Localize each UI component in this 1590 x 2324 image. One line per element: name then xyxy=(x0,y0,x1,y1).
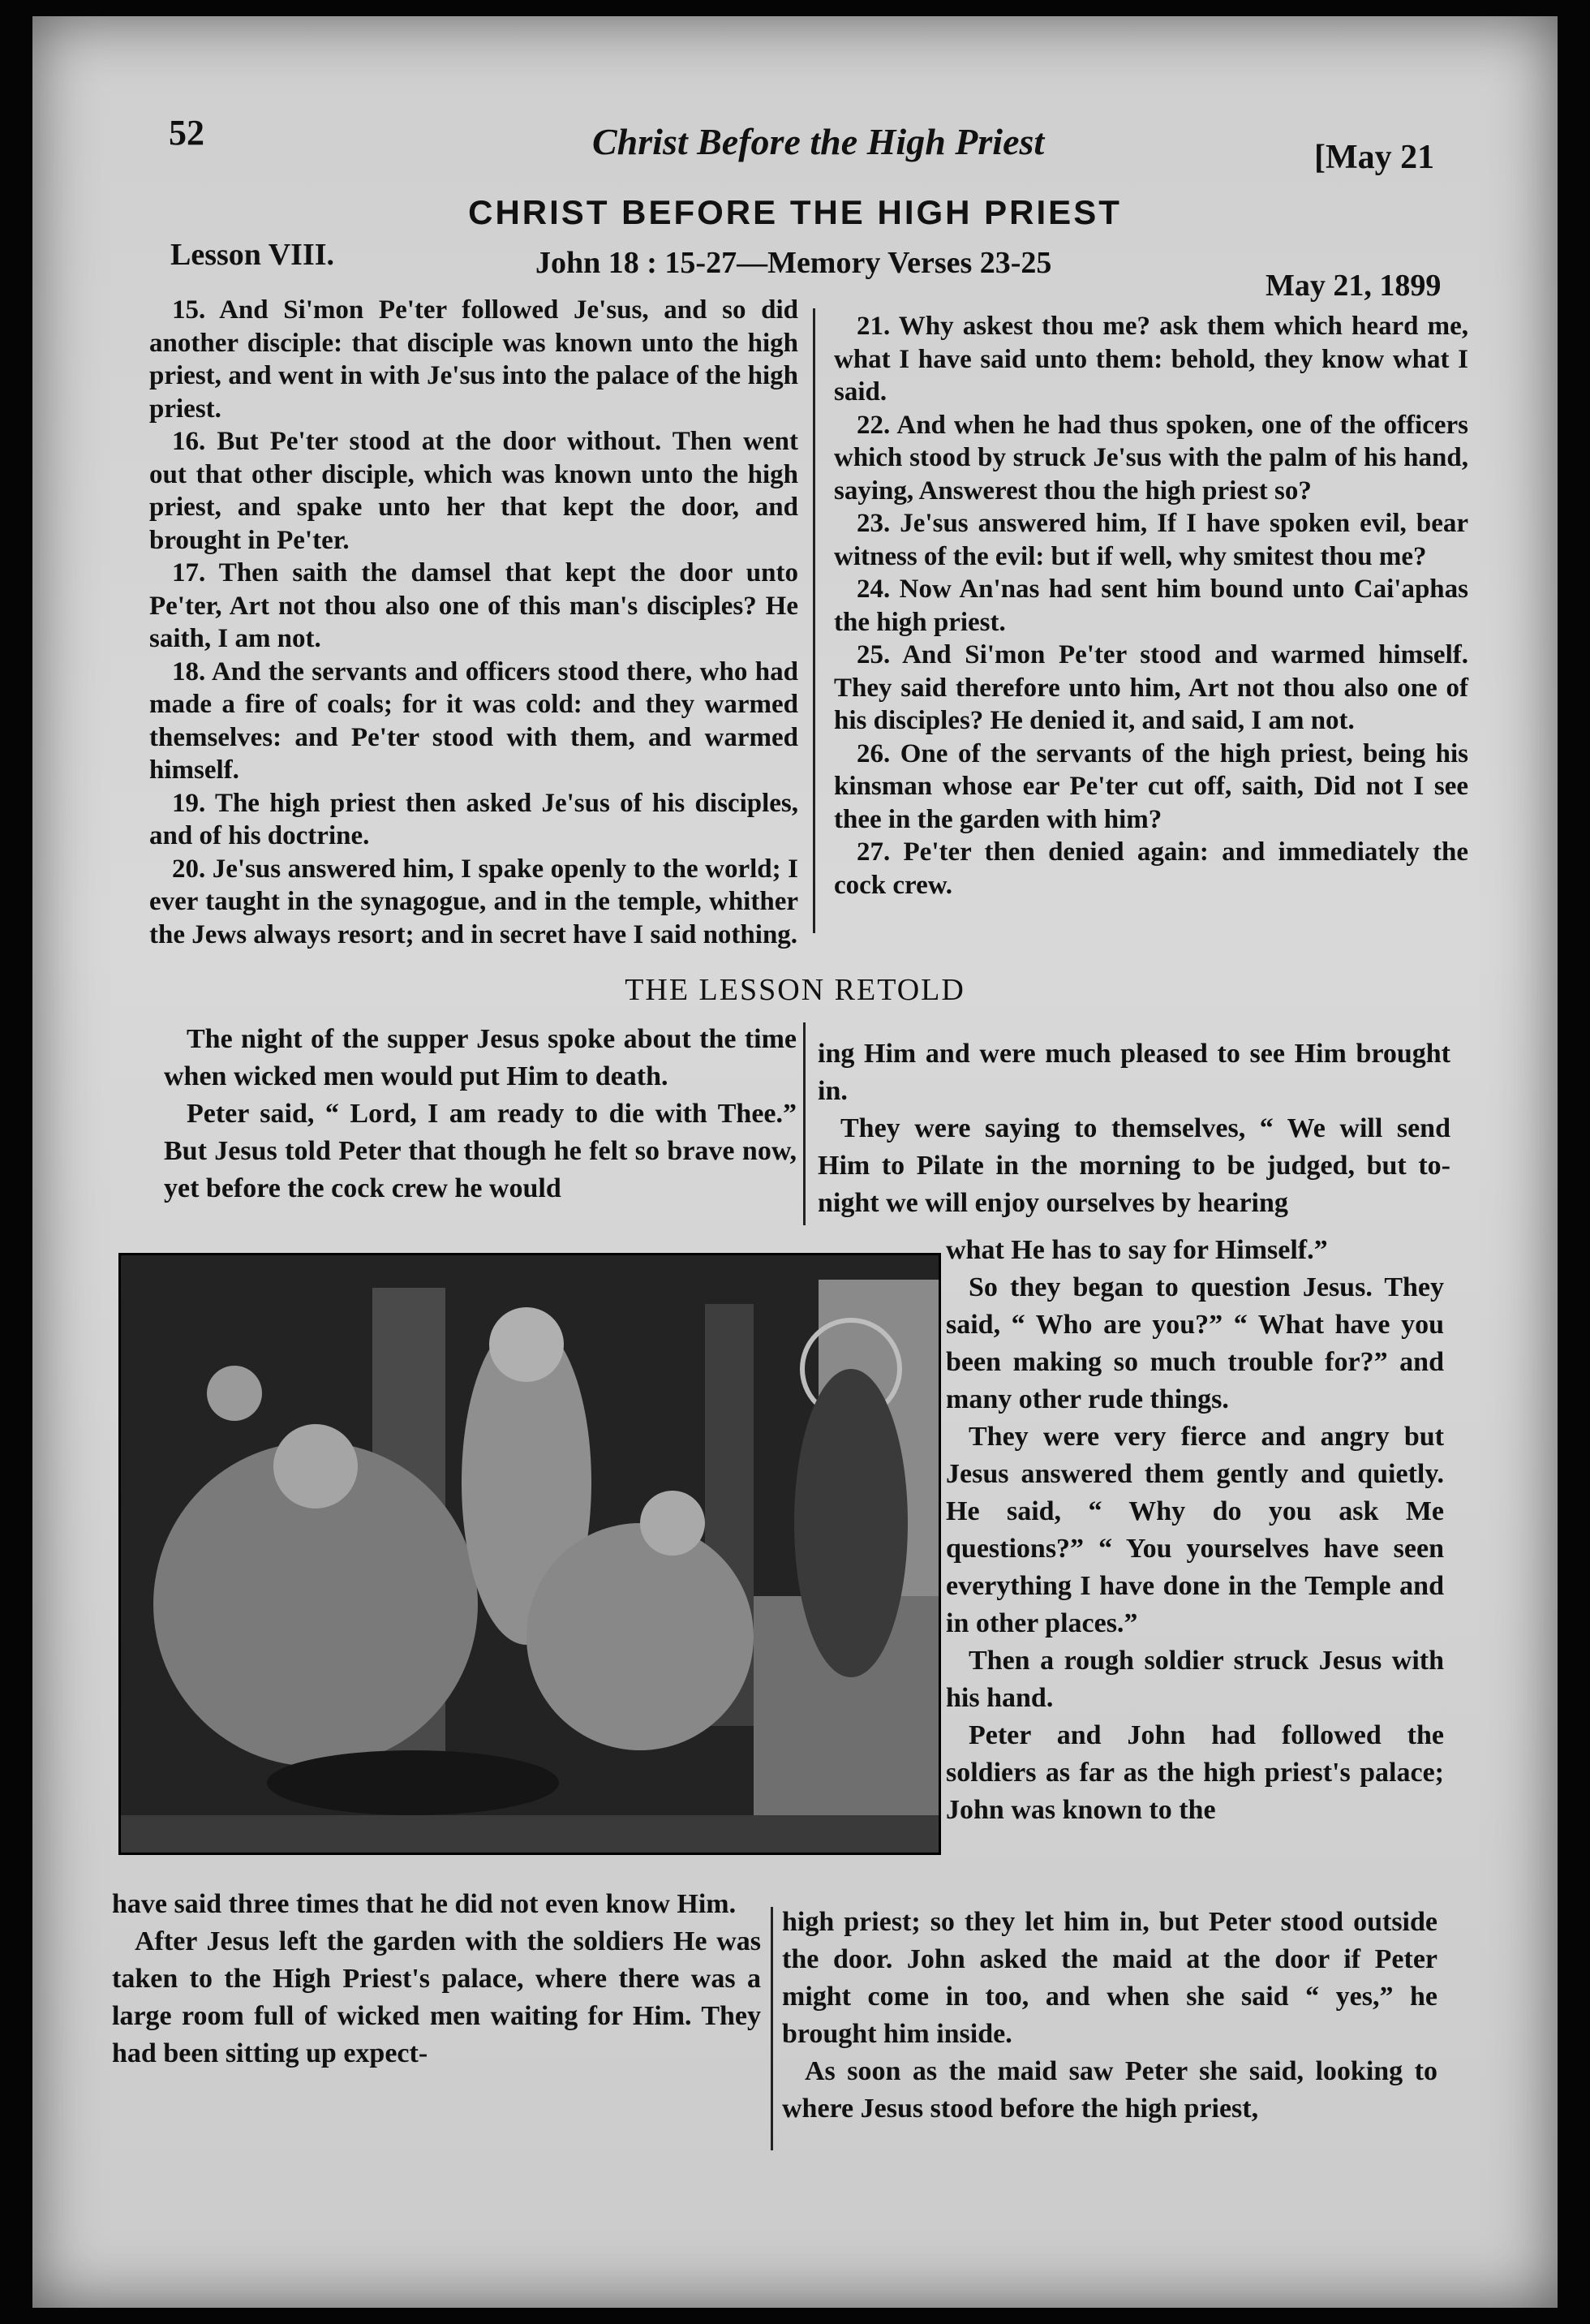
engraving-illustration xyxy=(118,1253,941,1855)
retold-beside-picture xyxy=(946,1232,1444,1829)
illustration-drawing xyxy=(121,1255,939,1853)
paragraph: They were saying to themselves, “ We will send Him to Pilate in the morning to be judged, but to-night we will enjoy ourselves by hearing xyxy=(818,1113,1450,1218)
verses-left-column xyxy=(149,294,798,951)
column-divider xyxy=(771,1907,773,2150)
paragraph: Then a rough soldier struck Jesus with his hand. xyxy=(946,1646,1444,1713)
paragraph: ing Him and were much pleased to see Him brought in. xyxy=(818,1039,1450,1106)
running-date: [May 21 xyxy=(1314,139,1435,176)
column-divider xyxy=(803,1022,806,1225)
verse: 18. And the servants and officers stood there, who had made a fire of coals; for it was cold: and they warmed themselves: and Pe'ter stood with them, and warmed himself. xyxy=(149,656,798,785)
verse: 26. One of the servants of the high priest, being his kinsman whose ear Pe'ter cut off, saith, Did not I see thee in the garden with him? xyxy=(834,738,1468,834)
paragraph: As soon as the maid saw Peter she said, looking to where Jesus stood before the high priest, xyxy=(782,2056,1437,2124)
lesson-title: CHRIST BEFORE THE HIGH PRIEST xyxy=(468,193,1122,231)
paragraph: what He has to say for Himself.” xyxy=(946,1235,1328,1265)
paragraph: Peter and John had followed the soldiers as far as the high priest's palace; John was known to the xyxy=(946,1720,1444,1825)
page-number: 52 xyxy=(169,113,204,153)
verse: 22. And when he had thus spoken, one of the officers which stood by struck Je'sus with the palm of his hand, saying, Answerest thou the high priest so? xyxy=(834,410,1468,506)
retold-heading: THE LESSON RETOLD xyxy=(625,973,965,1007)
retold-right-bottom xyxy=(782,1904,1437,2128)
verses-right-column xyxy=(834,310,1468,902)
scanned-page xyxy=(32,16,1558,2308)
verse: 27. Pe'ter then denied again: and immediately the cock crew. xyxy=(834,837,1468,900)
column-divider xyxy=(813,308,815,933)
verse: 16. But Pe'ter stood at the door without. Then went out that other disciple, which was known unto the high priest, and spake unto her that kept the door, and brought in Pe'ter. xyxy=(149,427,798,555)
verse: 15. And Si'mon Pe'ter followed Je'sus, and so did another disciple: that disciple was known unto the high priest, and went in with Je'sus into the palace of the high priest. xyxy=(149,295,798,424)
scripture-reference: John 18 : 15-27—Memory Verses 23-25 xyxy=(535,246,1052,280)
verse: 25. And Si'mon Pe'ter stood and warmed himself. They said therefore unto him, Art not thou also one of his disciples? He denied it, and said, I am not. xyxy=(834,640,1468,735)
lesson-date: May 21, 1899 xyxy=(1266,269,1442,303)
lesson-number: Lesson VIII. xyxy=(170,238,335,272)
verse: 19. The high priest then asked Je'sus of his disciples, and of his doctrine. xyxy=(149,788,798,850)
retold-left-top xyxy=(164,1021,797,1207)
verse: 17. Then saith the damsel that kept the door unto Pe'ter, Art not thou also one of this man's disciples? He saith, I am not. xyxy=(149,558,798,653)
paragraph: They were very fierce and angry but Jesus answered them gently and quietly. He said, “ Why do you ask Me questions?” “ You yourselves have seen everything I have done in the Temple and in other places.” xyxy=(946,1422,1444,1638)
verse: 24. Now An'nas had sent him bound unto Cai'aphas the high priest. xyxy=(834,575,1468,637)
retold-right-top xyxy=(818,1035,1450,1222)
paragraph: have said three times that he did not even know Him. xyxy=(112,1889,737,1919)
verse: 21. Why askest thou me? ask them which heard me, what I have said unto them: behold, they know what I said. xyxy=(834,312,1468,407)
paragraph: high priest; so they let him in, but Peter stood outside the door. John asked the maid at the door if Peter might come in too, and when she said “ yes,” he brought him inside. xyxy=(782,1907,1437,2049)
verse: 23. Je'sus answered him, If I have spoken evil, bear witness of the evil: but if well, why smitest thou me? xyxy=(834,509,1468,571)
paragraph: After Jesus left the garden with the soldiers He was taken to the High Priest's palace, where there was a large room full of wicked men waiting for Him. They had been sitting up expect- xyxy=(112,1926,761,2068)
verse: 20. Je'sus answered him, I spake openly to the world; I ever taught in the synagogue, and in the temple, whither the Jews always resort; and in secret have I said nothing. xyxy=(149,854,798,949)
running-title: Christ Before the High Priest xyxy=(592,121,1045,162)
paragraph: Peter said, “ Lord, I am ready to die with Thee.” But Jesus told Peter that though he felt so brave now, yet before the cock crew he would xyxy=(164,1099,797,1203)
paragraph: The night of the supper Jesus spoke about the time when wicked men would put Him to death. xyxy=(164,1024,797,1091)
paragraph: So they began to question Jesus. They said, “ Who are you?” “ What have you been making so much trouble for?” and many other rude things. xyxy=(946,1272,1444,1414)
retold-left-bottom xyxy=(112,1886,761,2072)
